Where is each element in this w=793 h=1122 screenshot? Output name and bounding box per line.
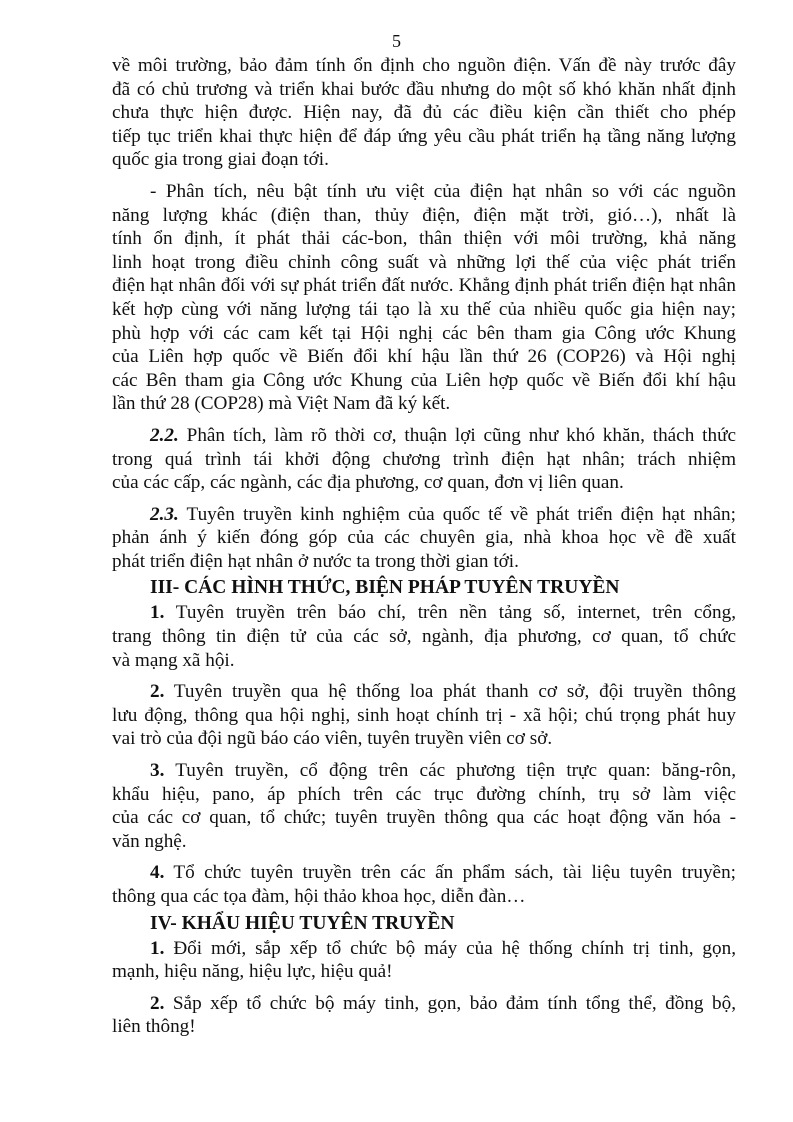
item-text: Sắp xếp tổ chức bộ máy tinh, gọn, bảo đảm tính tổng thể, đồng bộ, bbox=[164, 992, 736, 1014]
text-line: vai trò của đội ngũ báo cáo viên, tuyên truyền viên cơ sở. bbox=[112, 728, 553, 750]
paragraph-analysis bbox=[112, 180, 736, 416]
text-line: năng lượng khác (điện than, thủy điện, điện mặt trời, gió…), nhất là bbox=[112, 204, 736, 226]
text-line: quốc gia trong giai đoạn tới. bbox=[112, 149, 329, 171]
text-line: của Liên hợp quốc về Biến đổi khí hậu lần thứ 26 (COP26) và Hội nghị bbox=[112, 346, 736, 368]
item-label: 2.3. bbox=[150, 503, 179, 525]
section-heading-slogans: IV- KHẨU HIỆU TUYÊN TRUYỀN bbox=[150, 912, 455, 934]
item-text: Tuyên truyền, cổ động trên các phương tiện trực quan: băng-rôn, bbox=[164, 760, 736, 782]
item-label: 2. bbox=[150, 992, 165, 1014]
text-line bbox=[112, 503, 736, 527]
text-line: lần thứ 28 (COP28) mà Việt Nam đã ký kết. bbox=[112, 393, 451, 415]
text-line: chưa thực hiện được. Hiện nay, đã đủ các điều kiện cần thiết cho phép bbox=[112, 102, 736, 124]
item-text: Phân tích, làm rõ thời cơ, thuận lợi cũng như khó khăn, thách thức bbox=[178, 424, 736, 446]
text-line bbox=[112, 937, 736, 961]
text-line: lưu động, thông qua hội nghị, sinh hoạt chính trị - xã hội; chú trọng phát huy bbox=[112, 704, 736, 726]
slogan-item bbox=[112, 992, 736, 1039]
text-line bbox=[112, 680, 736, 704]
text-line: thông qua các tọa đàm, hội thảo khoa học, diễn đàn… bbox=[112, 886, 526, 907]
text-line: khẩu hiệu, pano, áp phích trên các trục đường chính, trụ sở làm việc bbox=[112, 783, 736, 805]
text-line: kết hợp cùng với năng lượng tái tạo là xu thế của nhiều quốc gia hiện nay; bbox=[112, 298, 736, 320]
text-line: văn nghệ. bbox=[112, 830, 187, 852]
text-line bbox=[112, 861, 736, 885]
text-line: đã có chủ trương và triển khai bước đầu nhưng do một số khó khăn nhất định bbox=[112, 78, 736, 100]
list-item bbox=[112, 759, 736, 853]
text-line: linh hoạt trong điều chỉnh công suất và những lợi thế của việc phát triển bbox=[112, 251, 736, 273]
list-item bbox=[112, 601, 736, 672]
text-line: - Phân tích, nêu bật tính ưu việt của điện hạt nhân so với các nguồn bbox=[150, 180, 736, 202]
text-line: của các cấp, các ngành, các địa phương, cơ quan, đơn vị liên quan. bbox=[112, 472, 624, 494]
item-text: Tuyên truyền qua hệ thống loa phát thanh cơ sở, đội truyền thông bbox=[164, 681, 736, 703]
text-line bbox=[112, 424, 736, 448]
item-label: 2.2. bbox=[150, 424, 179, 446]
list-item bbox=[112, 861, 736, 908]
text-line bbox=[112, 759, 736, 783]
text-line: phát triển điện hạt nhân ở nước ta trong thời gian tới. bbox=[112, 550, 519, 572]
paragraph-environment bbox=[112, 54, 736, 172]
item-text: Tổ chức tuyên truyền trên các ấn phẩm sách, tài liệu tuyên truyền; bbox=[164, 862, 736, 884]
text-line: tiếp tục triển khai thực hiện để đáp ứng yêu cầu phát triển hạ tầng năng lượng bbox=[112, 125, 736, 147]
item-text: Tuyên truyền kinh nghiệm của quốc tế về phát triển điện hạt nhân; bbox=[178, 503, 736, 525]
item-label: 1. bbox=[150, 937, 165, 959]
section-heading-forms-measures: III- CÁC HÌNH THỨC, BIỆN PHÁP TUYÊN TRUYỀN bbox=[150, 577, 620, 599]
item-label: 2. bbox=[150, 681, 165, 703]
item-label: 1. bbox=[150, 602, 165, 624]
text-line: trang thông tin điện tử của các sở, ngành, địa phương, cơ quan, tổ chức bbox=[112, 626, 736, 648]
text-line: phù hợp với các cam kết tại Hội nghị các bên tham gia Công ước Khung bbox=[112, 322, 736, 344]
paragraph-2-3 bbox=[112, 503, 736, 574]
text-line: phản ánh ý kiến đóng góp của các chuyên gia, nhà khoa học về đề xuất bbox=[112, 527, 736, 549]
text-line: về môi trường, bảo đảm tính ổn định cho nguồn điện. Vấn đề này trước đây bbox=[112, 55, 736, 76]
text-line: tính ổn định, ít phát thải các-bon, thân thiện với môi trường, khả năng bbox=[112, 228, 736, 250]
page-number: 5 bbox=[392, 31, 401, 51]
text-line: trong quá trình tái khởi động chương trình điện hạt nhân; trách nhiệm bbox=[112, 448, 736, 470]
text-line: liên thông! bbox=[112, 1016, 196, 1038]
paragraph-2-2 bbox=[112, 424, 736, 495]
text-line bbox=[112, 601, 736, 625]
item-text: Đổi mới, sắp xếp tổ chức bộ máy của hệ thống chính trị tinh, gọn, bbox=[164, 937, 736, 959]
text-line: điện hạt nhân đối với sự phát triển đất nước. Khẳng định phát triển điện hạt nhân bbox=[112, 275, 736, 297]
item-label: 4. bbox=[150, 862, 165, 884]
slogan-item bbox=[112, 937, 736, 984]
list-item bbox=[112, 680, 736, 751]
text-line: các Bên tham gia Công ước Khung của Liên hợp quốc về Biến đổi khí hậu bbox=[112, 369, 736, 391]
text-line bbox=[112, 992, 736, 1016]
document-body bbox=[112, 54, 736, 1047]
text-line: của các cơ quan, tổ chức; tuyên truyền thông qua các hoạt động văn hóa - bbox=[112, 807, 736, 829]
item-label: 3. bbox=[150, 760, 165, 782]
text-line: và mạng xã hội. bbox=[112, 649, 235, 671]
item-text: Tuyên truyền trên báo chí, trên nền tảng số, internet, trên cổng, bbox=[164, 602, 736, 624]
text-line: mạnh, hiệu năng, hiệu lực, hiệu quả! bbox=[112, 961, 393, 983]
